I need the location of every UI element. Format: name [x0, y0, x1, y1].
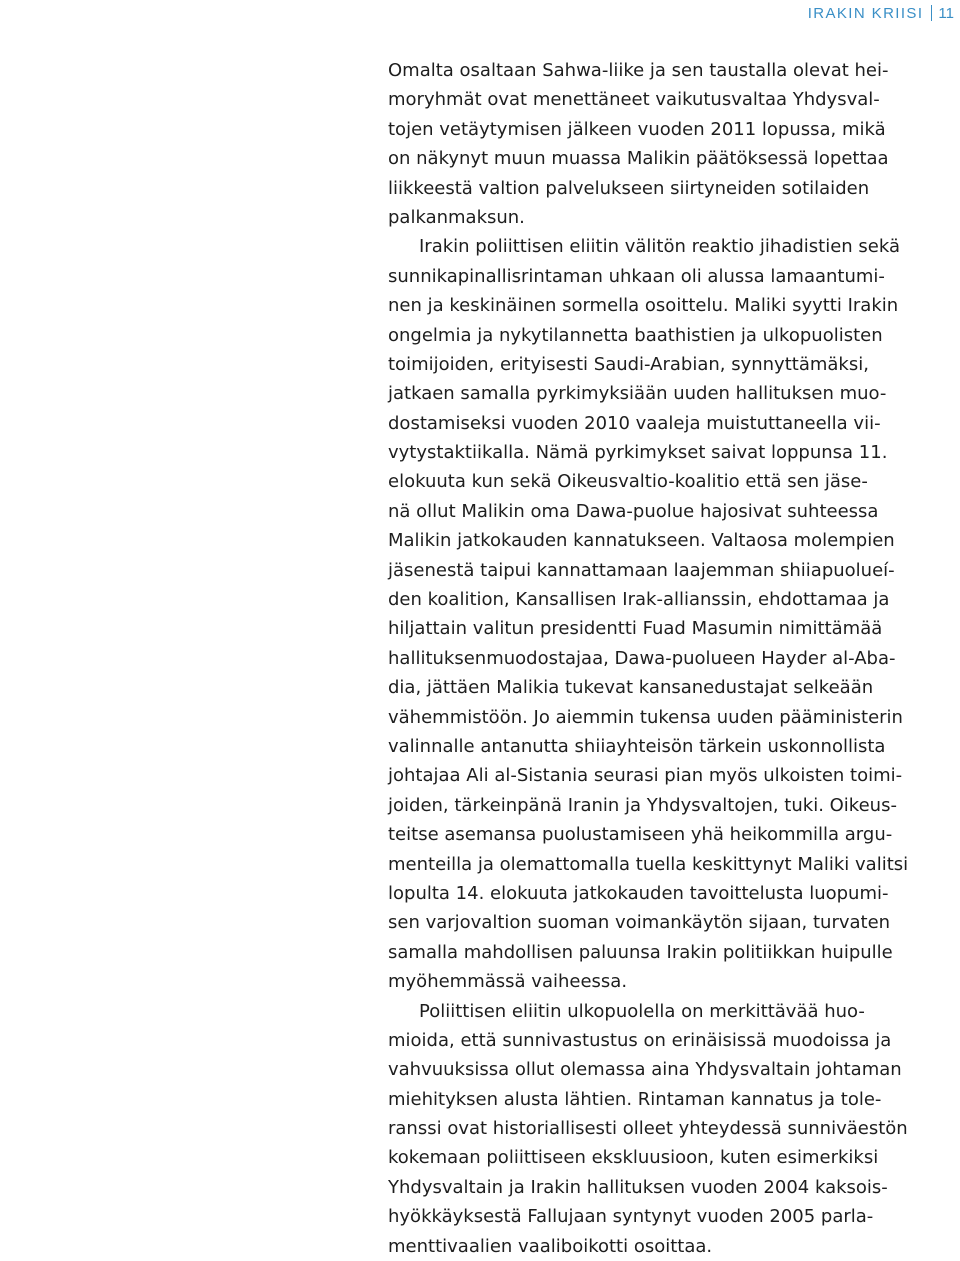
text-line: samalla mahdollisen paluunsa Irakin politiikkan huipulle — [388, 941, 893, 963]
text-line: mioida, että sunnivastustus on erinäisissä muodoissa ja — [388, 1029, 892, 1051]
running-header — [808, 5, 954, 21]
text-line: den koalition, Kansallisen Irak-allianssin, ehdottamaa ja — [388, 589, 890, 611]
section-title: IRAKIN KRIISI — [807, 4, 924, 22]
text-line: elokuuta kun sekä Oikeusvaltio-koalitio että sen jäse- — [388, 471, 868, 493]
text-line: teitse asemansa puolustamiseen yhä heikommilla argu- — [388, 824, 893, 846]
text-line: myöhemmässä vaiheessa. — [388, 971, 628, 993]
text-line: sen varjovaltion suoman voimankäytön sijaan, turvaten — [388, 912, 891, 934]
article-body — [388, 56, 958, 1261]
text-line: palkanmaksun. — [388, 206, 525, 228]
text-line: nä ollut Malikin oma Dawa-puolue hajosivat suhteessa — [388, 500, 879, 522]
text-line: miehityksen alusta lähtien. Rintaman kannatus ja tole- — [388, 1088, 882, 1110]
text-line: vytystaktiikalla. Nämä pyrkimykset saivat loppunsa 11. — [388, 442, 888, 464]
text-line: valinnalle antanutta shiiayhteisön tärkein uskonnollista — [388, 735, 886, 757]
text-line: menteilla ja olemattomalla tuella keskittynyt Maliki valitsi — [388, 853, 909, 875]
text-line: hiljattain valitun presidentti Fuad Masumin nimittämää — [388, 618, 883, 640]
text-line: Malikin jatkokauden kannatukseen. Valtaosa molempien — [388, 530, 895, 552]
text-line: vahvuuksissa ollut olemassa aina Yhdysvaltain johtaman — [388, 1059, 902, 1081]
paragraph-first-line: Poliittisen eliitin ulkopuolella on merkittävää huo- — [419, 1000, 865, 1022]
text-line: joiden, tärkeinpänä Iranin ja Yhdysvaltojen, tuki. Oikeus- — [388, 794, 897, 816]
text-line: hyökkäyksestä Fallujaan syntynyt vuoden 2005 parla- — [388, 1206, 874, 1228]
header-divider — [931, 5, 932, 21]
text-line: sunnikapinallisrintaman uhkaan oli alussa lamaantumi- — [388, 265, 885, 287]
text-line: nen ja keskinäinen sormella osoittelu. Maliki syytti Irakin — [388, 295, 899, 317]
text-line: liikkeestä valtion palvelukseen siirtyneiden sotilaiden — [388, 177, 870, 199]
page-number: 11 — [938, 4, 954, 22]
text-line: menttivaalien vaaliboikotti osoittaa. — [388, 1235, 713, 1257]
text-line: jäsenestä taipui kannattamaan laajemman shiiapuolueí- — [388, 559, 895, 581]
text-line: vähemmistöön. Jo aiemmin tukensa uuden pääministerin — [388, 706, 903, 728]
text-line: tojen vetäytymisen jälkeen vuoden 2011 lopussa, mikä — [388, 118, 886, 140]
text-line: moryhmät ovat menettäneet vaikutusvaltaa Yhdysval- — [388, 89, 880, 111]
text-line: johtajaa Ali al-Sistania seurasi pian myös ulkoisten toimi- — [388, 765, 903, 787]
text-line: jatkaen samalla pyrkimyksiään uuden hallituksen muo- — [388, 383, 887, 405]
text-line: hallituksenmuodostajaa, Dawa-puolueen Hayder al-Aba- — [388, 647, 896, 669]
text-line: on näkynyt muun muassa Malikin päätöksessä lopettaa — [388, 148, 889, 170]
text-line: kokemaan poliittiseen ekskluusioon, kuten esimerkiksi — [388, 1147, 879, 1169]
text-line: Yhdysvaltain ja Irakin hallituksen vuoden 2004 kaksois- — [388, 1176, 888, 1198]
text-line: lopulta 14. elokuuta jatkokauden tavoittelusta luopumi- — [388, 882, 889, 904]
text-line: dia, jättäen Malikia tukevat kansanedustajat selkeään — [388, 677, 874, 699]
paragraph-first-line: Irakin poliittisen eliitin välitön reaktio jihadistien sekä — [419, 236, 901, 258]
text-line: ongelmia ja nykytilannetta baathistien ja ulkopuolisten — [388, 324, 883, 346]
text-line: Omalta osaltaan Sahwa-liike ja sen taustalla olevat hei- — [388, 60, 889, 81]
text-line: dostamiseksi vuoden 2010 vaaleja muistuttaneella vii- — [388, 412, 881, 434]
text-line: ranssi ovat historiallisesti olleet yhteydessä sunniväestön — [388, 1118, 908, 1140]
text-line: toimijoiden, erityisesti Saudi-Arabian, synnyttämäksi, — [388, 353, 869, 375]
